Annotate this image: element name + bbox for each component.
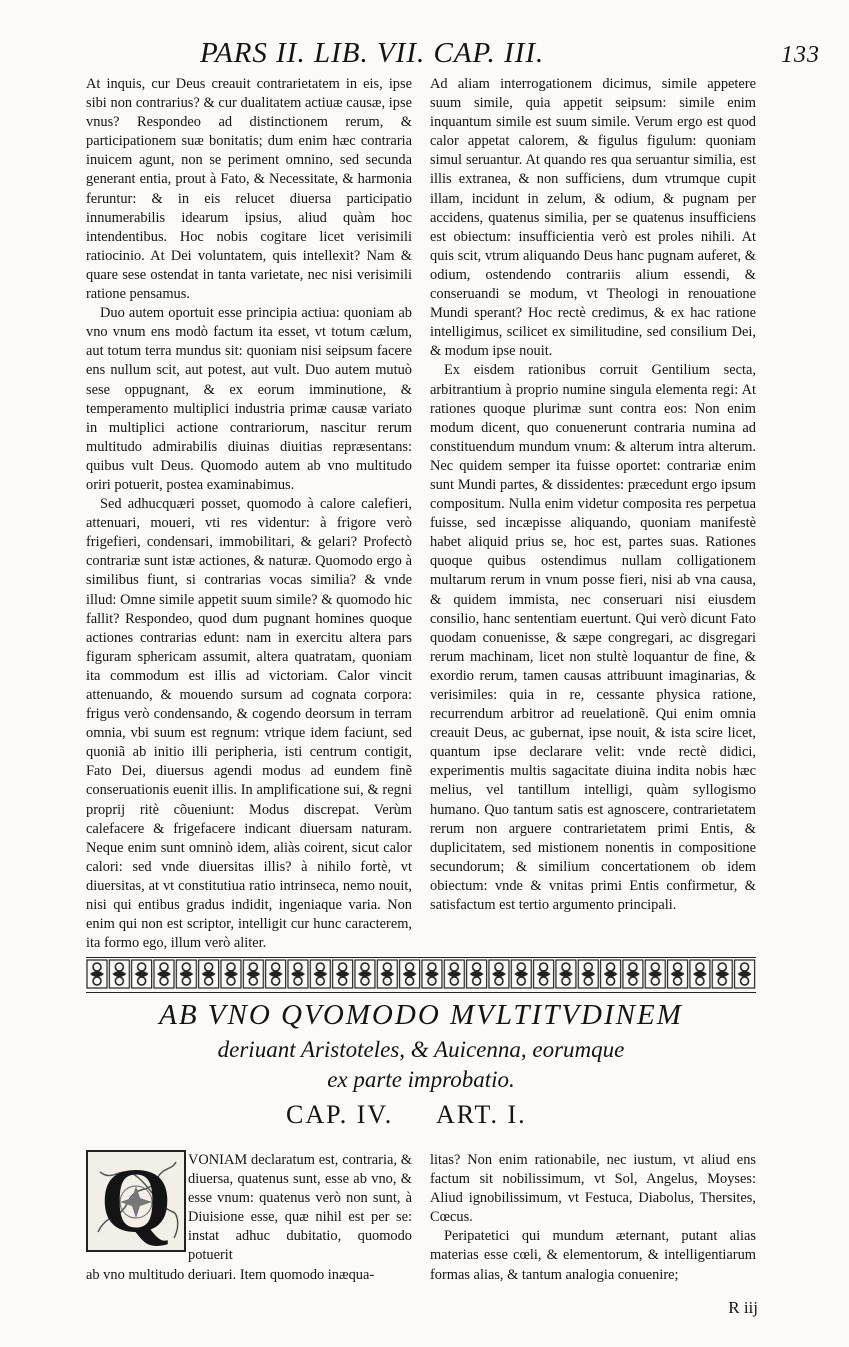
paragraph: At inquis, cur Deus creauit contrarietatem in eis, ipse sibi non contrarius? & cur dualitatem actiuæ causæ, ipse vnus? Respondeo ad distinctionem rerum, & participationem suæ bonitatis; dum enim hæc contraria inuicem agunt, non se periment omnino, sed secunda generant entia, prout à Fato, & Necessitate, & harmonia feruntur: & in eis relucet diuersa participatio innumerabilis idearum ipsius, aliud quàm hoc intendentibus. Hoc nobis cogitare licet verisimili ratiocinio. At Dei voluntatem, quis intellexit? Nam & quare sese ostendat in tanta varietate, nec nisi verisimili ratione pensamus. (86, 76, 412, 303)
right-text-column (430, 75, 756, 915)
signature-mark: R iij (728, 1298, 758, 1317)
article-number: ART. I. (436, 1100, 527, 1129)
chapter-heading (86, 1100, 756, 1134)
chapter-number: CAP. IV. (286, 1100, 394, 1129)
running-header (200, 36, 820, 70)
chapter-left-column (86, 1151, 412, 1283)
ornament-pattern (86, 958, 756, 990)
drop-cap-letter: Q (100, 1149, 172, 1251)
chapter-opening-text: VONIAM declaratum est, contraria, & diuersa, quatenus sunt, esse ab vno, & esse vnum: quatenus verò non sunt, à Diuisione esse, quæ nihil est per se: instat adhuc dubitatio, quomodo potuerit (188, 1152, 412, 1264)
page-number: 133 (781, 42, 820, 68)
chapter-opening-tail: ab vno multitudo deriuari. Item quomodo inæqua- (86, 1266, 375, 1283)
paragraph: Ad aliam interrogationem dicimus, simile appetere suum simile, quia appetit seipsum: simile enim inquantum simile est suum simile. Verum ergo est quod calor appetat calorem, & figulus figulum: quoniam simul seruantur. At quando res qua seruantur similia, est illis extranea, & non sufficiens, dum vtrumque cupit illam, incidunt in zelum, & odium, & pugnam per accidens, quatenus similia, per se quatenus insufficiens est obiectum: insufficientia verò est proles nihili. At quis scit, vtrum aliquando Deus hanc pugnam auferet, & odium, ostendendo contrariis alium essendi, & conseruandi se modum, vt Theologi in renouatione Mundi sperant? Hoc rectè credimus, & ex hac ratione intelligimus, scilicet ex similitudine, sed consilium Dei, & modum ipse nouit. (430, 76, 756, 360)
paragraph: Duo autem oportuit esse principia actiua: quoniam ab vno vnum ens modò factum ita esset, vt totum cælum, aut totum terra mundus sit: quoniam nisi seipsum facere ens nullum scit, aut potest, aut vult. Duo autem mutuò sese oppugnant, & ex eorum imminutione, & temperamento multiplici industria primæ causæ variato in multiplici actione contrariorum, nascitur rerum multitudo admirabilis diuinas diuitias repræsentans: quibus vult Deus. Quomodo autem ab vno multitudo oriri potuerit, postea examinabimus. (86, 305, 412, 493)
running-title: PARS II. LIB. VII. CAP. III. (200, 37, 545, 69)
ornament-band (86, 957, 756, 993)
paragraph: litas? Non enim rationabile, nec iustum, vt aliud ens factum sit nobilissimum, vt Sol, Angelus, Moyses: Aliud ignobilissimum, vt Festuca, Diabolus, Thersites, Cœcus. (430, 1152, 756, 1226)
chapter-right-column (430, 1151, 756, 1281)
paragraph: Sed adhucquæri posset, quomodo à calore calefieri, attenuari, moueri, vti res videntur: à frigore verò frigefieri, condensari, immobilitari, & gelari? Profectò contrariæ sunt istæ actiones, & naturæ. Quomodo ergo à similibus fiunt, si contrarias vocas similia? & vnde illud: Omne simile appetit suum simile? & quomodo hic fallit? Respondeo, quod dum pugnant homines quoque actiones contrarias edunt: nam in exercitu altera pars figuram sphericam assumit, altera quatratam, quoniam ita commodum est illis ad victoriam. Calor vincit attenuando, & mouendo sursum ad cognata corpora: frigus verò condensando, & cogendo deorsum in terram omnia, vbi suum est regnum: vtrique idem faciunt, sed quoniã ab initio illi peripheria, isti centrum contigit, Fato Dei, diuersus agendi modus ad eundem finẽ conseruationis euenit illis. In amplificatione sui, & regni proprij ritè cõueniunt: Modus discrepat. Verùm calefacere & frigefacere indicant diuersam naturam. Neque enim sunt omninò idem, aliàs coirent, sicut calor calori: sed vnde diuersitas illis? à nihilo fortè, vt diuersitas, at vt constitutiua ratio intrinseca, nemo nouit, nisi qui entibus gradus indidit, ingeniaque varia. Non enim qui non est scriptor, intelligit cur hunc caracterem, ita formo ego, illum verò aliter. (86, 496, 412, 952)
section-title-line-2: deriuant Aristoteles, & Auicenna, eorumque (217, 1037, 625, 1062)
section-title-line-1: AB VNO QVOMODO MVLTITVDINEM (159, 999, 683, 1031)
drop-cap-initial (86, 1150, 186, 1252)
paragraph: Ex eisdem rationibus corruit Gentilium secta, arbitrantium à proprio numine singula elementa regi: At rationes quoque plurimæ sunt contra eos: Non enim modum dicent, quo conuenerunt contraria numina ad constituendum mundum vnum: & alterum intra alterum. Nec quidem semper ita fuisse oportet: contrariæ enim sunt Mundi partes, & dissidentes: præcedunt ergo ipsum compositum. Nulla enim videtur composita res perpetua fuisse, sed incæpisse aliquando, quoniam manifestè habet aliquid prius se, hoc est, partes suas. Rationes quoque quibus ostendimus nullam colligationem multarum rerum in vnum posse fieri, nisi ab vna causa, & quidem immista, nec conseruari nisi eiusdem consilio, hanc sententiam euertunt. Qui verò dicunt Fato quodam conuenisse, & sæpe congregari, ac disgregari rerum machinam, licet non stultè loquantur de fine, & exordio rerum, tamen causas attribuunt imaginarias, & verisimiles: quia in re, cessante physica ratione, recurrendum arbitror ad reuelationẽ. Qui enim omnia creauit Deus, ac gubernat, ipse nouit, & ista scire licet, quantum ipse declarare velit: vnde rectè didici, experimentis multis sagacitate diuina indita nobis hæc melius, vel tantillum intelligi, quàm syllogismo humano. Quo tantum satis est agnoscere, contrarietatem rerum non arguere contrarietatem primi Entis, & duplicitatem, sed mistionem nonentis in compositione secundorum; & similium concertationem ob idem obiectum: vnde & vnitas primi Entis confirmetur, & satisfactum est tertio argumento principali. (430, 362, 756, 914)
paragraph: Peripatetici qui mundum æternant, putant alias materias esse cœli, & elementorum, & intelligentiarum formas alias, & tantum analogia conuenire; (430, 1228, 756, 1283)
left-text-column (86, 75, 412, 952)
section-title (86, 998, 756, 1094)
section-title-line-3: ex parte improbatio. (327, 1067, 515, 1092)
